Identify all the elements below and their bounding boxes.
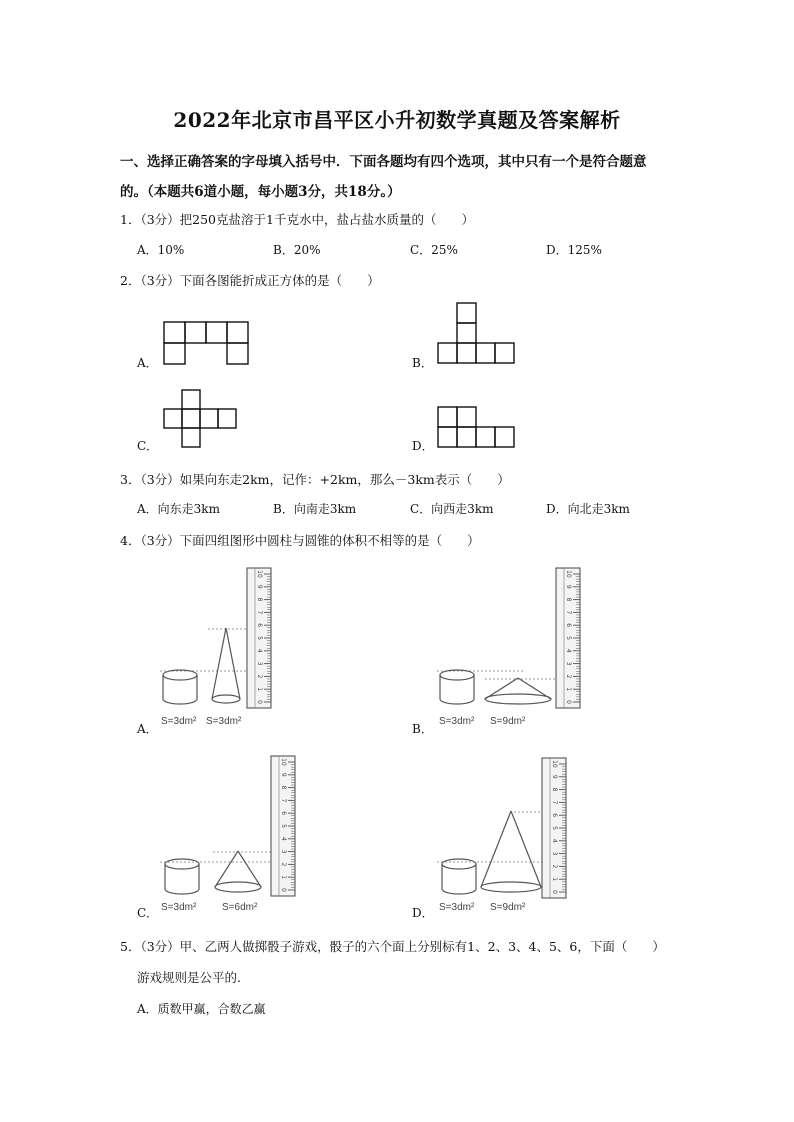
ruler-tick-label: 10	[551, 760, 558, 768]
ruler-tick-label: 0	[280, 888, 287, 892]
question-4-ruler-b	[554, 566, 584, 710]
ruler-tick-label: 6	[280, 811, 287, 816]
ruler-tick-label: 8	[565, 597, 572, 602]
question-2-label-d: D．	[412, 439, 434, 453]
ruler	[269, 754, 299, 898]
ruler-tick-label: 3	[551, 851, 558, 856]
ruler-tick-label: 7	[280, 798, 287, 803]
question-2-figure-b	[437, 302, 517, 364]
ruler-tick-label: 7	[551, 800, 558, 805]
ruler-tick-label: 5	[256, 636, 263, 640]
question-2-label-a: A．	[137, 356, 158, 370]
question-4-ruler-d	[540, 756, 570, 900]
question-4-ruler-c	[269, 754, 299, 898]
ruler-tick-label: 0	[256, 700, 263, 704]
question-3-option-a: A．向东走3km	[137, 502, 220, 516]
question-4-stem: 4．（3分）下面四组图形中圆柱与圆锥的体积不相等的是（ ）	[120, 533, 480, 548]
section-heading-line1: 一、选择正确答案的字母填入括号中．下面各题均有四个选项，其中只有一个是符合题意	[120, 154, 647, 170]
ruler-tick-label: 6	[565, 623, 572, 628]
ruler-tick-label: 9	[565, 584, 572, 589]
question-1-option-d: D．125%	[546, 243, 602, 257]
ruler-tick-label: 3	[280, 849, 287, 854]
ruler-tick-label: 1	[551, 877, 558, 882]
ruler-tick-label: 1	[565, 687, 572, 692]
question-4-caption-a-cone: S=3dm²	[206, 716, 242, 727]
ruler-tick-label: 6	[551, 813, 558, 818]
ruler-tick-label: 4	[551, 838, 558, 843]
cylinder-d	[442, 859, 476, 894]
ruler-tick-label: 3	[256, 661, 263, 666]
cylinder-a	[163, 670, 197, 704]
question-4-caption-d-cone: S=9dm²	[490, 902, 526, 913]
question-3-stem: 3．（3分）如果向东走2km，记作：+2km，那么－3km表示（ ）	[120, 472, 510, 487]
cone-a	[212, 628, 240, 703]
cone-b	[485, 678, 551, 704]
question-2-figure-d	[437, 406, 517, 448]
ruler-tick-label: 0	[565, 700, 572, 704]
ruler-tick-label: 0	[551, 890, 558, 894]
question-4-caption-c-cylinder: S=3dm²	[161, 902, 197, 913]
ruler	[554, 566, 584, 710]
question-3-option-b: B．向南走3km	[273, 502, 357, 516]
question-4-ruler-a	[245, 566, 275, 710]
ruler-tick-label: 5	[551, 826, 558, 830]
ruler-tick-label: 3	[565, 661, 572, 666]
question-1-option-a: A．10%	[137, 243, 185, 257]
ruler	[540, 756, 570, 900]
question-4-label-b: B．	[412, 722, 433, 736]
ruler-tick-label: 10	[565, 570, 572, 578]
question-5-option-a: A．质数甲赢，合数乙赢	[137, 1002, 266, 1016]
question-2-label-b: B．	[412, 356, 433, 370]
ruler-tick-label: 2	[280, 862, 287, 867]
ruler-tick-label: 5	[565, 636, 572, 640]
question-3-option-d: D．向北走3km	[546, 502, 630, 516]
question-4-caption-b-cylinder: S=3dm²	[439, 716, 475, 727]
ruler-tick-label: 10	[280, 758, 287, 766]
question-4-caption-c-cone: S=6dm²	[222, 902, 258, 913]
page-title: 2022年北京市昌平区小升初数学真题及答案解析	[173, 108, 621, 132]
question-4-label-d: D．	[412, 906, 434, 920]
question-4-label-c: C．	[137, 906, 159, 920]
ruler-tick-label: 5	[280, 824, 287, 828]
ruler-tick-label: 9	[256, 584, 263, 589]
question-4-caption-b-cone: S=9dm²	[490, 716, 526, 727]
cylinder-b	[440, 670, 474, 704]
section-heading-line2: 的。（本题共6道小题，每小题3分，共18分。）	[120, 184, 401, 200]
ruler-tick-label: 9	[551, 774, 558, 779]
ruler-tick-label: 9	[280, 772, 287, 777]
ruler-tick-label: 2	[551, 864, 558, 869]
cone-c	[215, 851, 261, 892]
question-2-figure-c	[163, 389, 239, 449]
ruler-tick-label: 2	[565, 674, 572, 679]
ruler-tick-label: 8	[551, 787, 558, 792]
question-2-label-c: C．	[137, 439, 159, 453]
ruler-tick-label: 8	[256, 597, 263, 602]
ruler-tick-label: 8	[280, 785, 287, 790]
question-2-stem: 2．（3分）下面各图能折成正方体的是（ ）	[120, 273, 380, 288]
ruler-tick-label: 7	[256, 610, 263, 615]
cylinder-c	[165, 859, 199, 894]
cone-d	[481, 811, 541, 892]
question-4-figure-c	[158, 752, 283, 902]
question-3-option-c: C．向西走3km	[410, 502, 494, 516]
question-4-label-a: A．	[137, 722, 158, 736]
ruler-tick-label: 4	[565, 648, 572, 653]
question-1-option-b: B．20%	[273, 243, 321, 257]
question-5-stem: 5．（3分）甲、乙两人做掷骰子游戏，骰子的六个面上分别标有1、2、3、4、5、6，下面（ ）	[120, 939, 665, 954]
question-5-stem-continued: 游戏规则是公平的.	[137, 970, 241, 985]
question-1-option-c: C．25%	[410, 243, 458, 257]
ruler	[245, 566, 275, 710]
question-1-stem: 1．（3分）把250克盐溶于1千克水中，盐占盐水质量的（ ）	[120, 212, 474, 227]
ruler-tick-label: 10	[256, 570, 263, 578]
ruler-tick-label: 4	[280, 836, 287, 841]
ruler-tick-label: 1	[280, 875, 287, 880]
ruler-tick-label: 7	[565, 610, 572, 615]
ruler-tick-label: 2	[256, 674, 263, 679]
ruler-tick-label: 6	[256, 623, 263, 628]
question-2-figure-a	[163, 321, 249, 365]
question-4-caption-a-cylinder: S=3dm²	[161, 716, 197, 727]
ruler-tick-label: 1	[256, 687, 263, 692]
question-4-caption-d-cylinder: S=3dm²	[439, 902, 475, 913]
question-4-figure-b	[435, 566, 560, 716]
ruler-tick-label: 4	[256, 648, 263, 653]
